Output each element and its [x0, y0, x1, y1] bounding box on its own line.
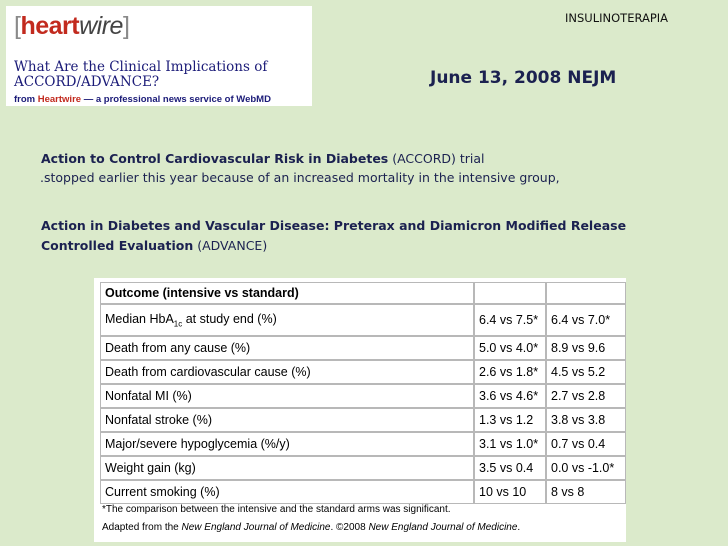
table-header-advance: [546, 282, 626, 304]
outcome-cell: Death from any cause (%): [100, 336, 474, 360]
logo-heart-text: heart: [20, 12, 80, 40]
table-row: [100, 360, 626, 384]
accord-value-cell: 10 vs 10: [474, 480, 546, 504]
accord-name: Action to Control Cardiovascular Risk in Diabetes: [41, 151, 389, 166]
table-row: [100, 456, 626, 480]
advance-description: [41, 216, 681, 256]
outcome-cell: Major/severe hypoglycemia (%/y): [100, 432, 474, 456]
significance-footnote: *The comparison between the intensive and the standard arms was significant.: [102, 504, 451, 515]
logo-wire-text: wire: [79, 12, 123, 40]
table-row: [100, 480, 626, 504]
table-header-outcome: Outcome (intensive vs standard): [100, 282, 474, 304]
advance-value-cell: 2.7 vs 2.8: [546, 384, 626, 408]
table-header-row: [100, 282, 626, 304]
outcome-text: Median HbA: [105, 311, 174, 326]
accord-value-cell: 3.6 vs 4.6*: [474, 384, 546, 408]
outcomes-panel: [94, 278, 626, 542]
table-row: [100, 384, 626, 408]
accord-value-cell: 2.6 vs 1.8*: [474, 360, 546, 384]
outcomes-table: [100, 282, 626, 504]
advance-suffix: (ADVANCE): [193, 238, 268, 253]
outcome-cell: [100, 304, 474, 336]
outcome-cell: Weight gain (kg): [100, 456, 474, 480]
outcome-subscript: 1c: [173, 319, 183, 329]
publication-date: June 13, 2008 NEJM: [430, 68, 617, 88]
accord-suffix: (ACCORD) trial: [388, 151, 485, 166]
logo-headline-line1: What Are the Clinical Implications of: [14, 59, 268, 75]
topic-label: INSULINOTERAPIA: [565, 11, 669, 25]
accord-value-cell: 5.0 vs 4.0*: [474, 336, 546, 360]
accord-description: [41, 149, 485, 169]
table-row: [100, 408, 626, 432]
accord-value-cell: 3.5 vs 0.4: [474, 456, 546, 480]
advance-value-cell: 4.5 vs 5.2: [546, 360, 626, 384]
logo-from-brand: Heartwire: [37, 94, 82, 105]
source-attribution: [102, 522, 520, 533]
table-row: [100, 432, 626, 456]
accord-value-cell: 3.1 vs 1.0*: [474, 432, 546, 456]
logo-headline: [14, 60, 312, 90]
heartwire-logo: [14, 12, 129, 41]
advance-value-cell: 3.8 vs 3.8: [546, 408, 626, 432]
outcome-cell: Nonfatal MI (%): [100, 384, 474, 408]
logo-from-suffix: — a professional news service of WebMD: [81, 94, 271, 105]
attribution-prefix: Adapted from the: [102, 522, 182, 533]
accord-note: .stopped earlier this year because of an increased mortality in the intensive group,: [40, 170, 560, 185]
table-row: [100, 336, 626, 360]
attribution-middle: . ©2008: [330, 522, 369, 533]
accord-value-cell: 6.4 vs 7.5*: [474, 304, 546, 336]
attribution-end: .: [517, 522, 521, 533]
accord-value-cell: 1.3 vs 1.2: [474, 408, 546, 432]
outcome-cell: Nonfatal stroke (%): [100, 408, 474, 432]
outcome-cell: Current smoking (%): [100, 480, 474, 504]
advance-name: Action in Diabetes and Vascular Disease: Preterax and Diamicron Modified Release Controlled Evaluation: [41, 218, 627, 253]
heartwire-logo-card: [6, 6, 312, 106]
attribution-journal: New England Journal of Medicine: [181, 522, 331, 533]
logo-source-line: [14, 94, 271, 105]
outcome-text-tail: at study end (%): [182, 311, 277, 326]
logo-bracket-close: ]: [122, 12, 130, 40]
table-row: [100, 304, 626, 336]
table-header-accord: [474, 282, 546, 304]
logo-headline-line2: ACCORD/ADVANCE?: [14, 74, 160, 90]
advance-value-cell: 0.7 vs 0.4: [546, 432, 626, 456]
advance-value-cell: 8 vs 8: [546, 480, 626, 504]
outcome-cell: Death from cardiovascular cause (%): [100, 360, 474, 384]
advance-value-cell: 6.4 vs 7.0*: [546, 304, 626, 336]
logo-bracket-open: [: [14, 12, 21, 40]
advance-value-cell: 0.0 vs -1.0*: [546, 456, 626, 480]
logo-from-prefix: from: [14, 94, 38, 105]
attribution-journal-copyright: New England Journal of Medicine: [368, 522, 518, 533]
advance-value-cell: 8.9 vs 9.6: [546, 336, 626, 360]
